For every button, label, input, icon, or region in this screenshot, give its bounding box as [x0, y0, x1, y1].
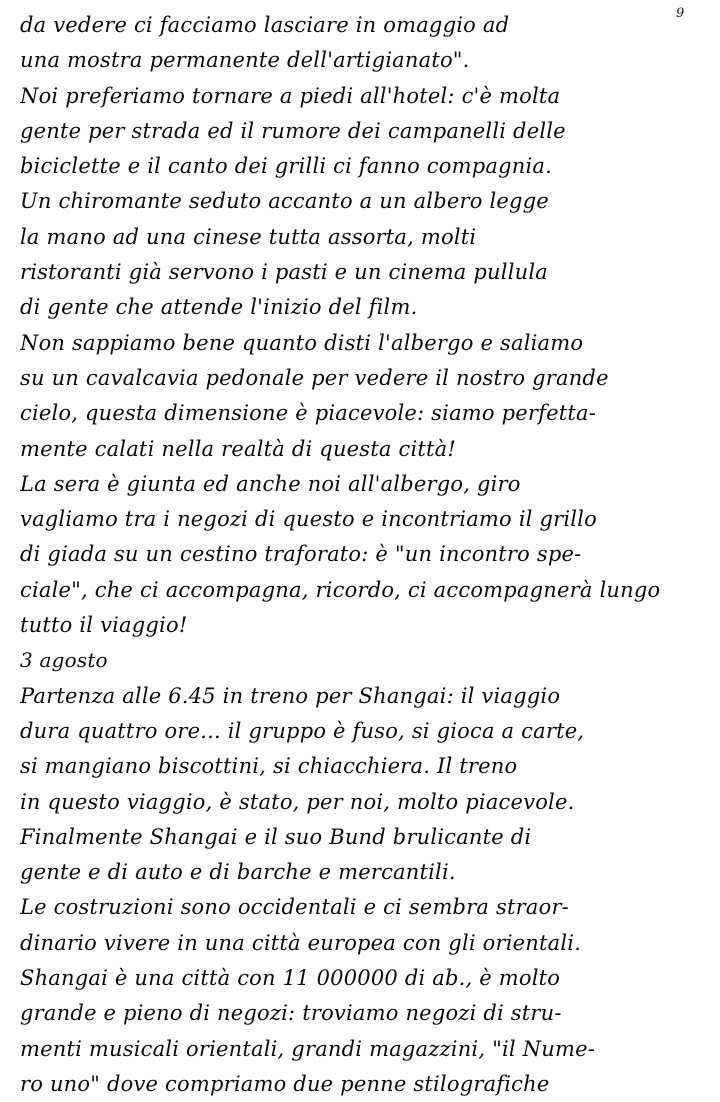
text-line: di giada su un cestino traforato: è "un incontro spe-: [20, 542, 582, 567]
text-line: Shangai è una città con 11 000000 di ab., è molto: [20, 966, 561, 991]
text-line: in questo viaggio, è stato, per noi, molto piacevole.: [20, 789, 575, 814]
text-line: dura quattro ore... il gruppo è fuso, si gioca a carte,: [20, 718, 585, 743]
text-line: Un chiromante seduto accanto a un albero legge: [20, 189, 549, 214]
text-line: la mano ad una cinese tutta assorta, molti: [20, 224, 477, 249]
text-line: su un cavalcavia pedonale per vedere il nostro grande: [20, 365, 609, 390]
text-line: Non sappiamo bene quanto disti l'albergo e saliamo: [20, 330, 584, 355]
page-number: 9: [676, 6, 685, 21]
text-line: biciclette e il canto dei grilli ci fanno compagnia.: [20, 154, 552, 179]
text-line: di gente che attende l'inizio del film.: [20, 295, 418, 320]
text-line: gente per strada ed il rumore dei campanelli delle: [20, 118, 566, 143]
text-line: vagliamo tra i negozi di questo e incontriamo il grillo: [20, 507, 597, 532]
text-line: mente calati nella realtà di questa città!: [20, 436, 457, 461]
text-line: ro uno" dove compriamo due penne stilografiche: [20, 1071, 550, 1096]
text-line: da vedere ci facciamo lasciare in omaggio ad: [20, 13, 510, 37]
text-line: tutto il viaggio!: [20, 613, 188, 638]
text-line: Partenza alle 6.45 in treno per Shangai: il viaggio: [20, 683, 561, 708]
text-line: dinario vivere in una città europea con gli orientali.: [20, 930, 582, 955]
date-heading: 3 agosto: [20, 648, 108, 673]
text-line: gente e di auto e di barche e mercantili.: [20, 860, 456, 885]
text-line: Finalmente Shangai e il suo Bund brulicante di: [20, 824, 532, 849]
text-line: si mangiano biscottini, si chiacchiera. Il treno: [20, 754, 518, 779]
text-line: Le costruzioni sono occidentali e ci sembra straor-: [20, 895, 569, 920]
text-line: La sera è giunta ed anche noi all'albergo, giro: [20, 471, 521, 496]
text-line: ristoranti già servono i pasti e un cinema pullula: [20, 260, 548, 285]
text-line: una mostra permanente dell'artigianato".: [20, 48, 470, 73]
text-line: ciale", che ci accompagna, ricordo, ci accompagnerà lungo: [20, 577, 661, 602]
text-line: menti musicali orientali, grandi magazzini, "il Nume-: [20, 1036, 596, 1061]
text-line: cielo, questa dimensione è piacevole: siamo perfetta-: [20, 401, 597, 426]
text-line: Noi preferiamo tornare a piedi all'hotel: c'è molta: [20, 83, 561, 108]
text-line: grande e pieno di negozi: troviamo negozi di stru-: [20, 1001, 562, 1026]
handwritten-text: [20, 8, 702, 1102]
